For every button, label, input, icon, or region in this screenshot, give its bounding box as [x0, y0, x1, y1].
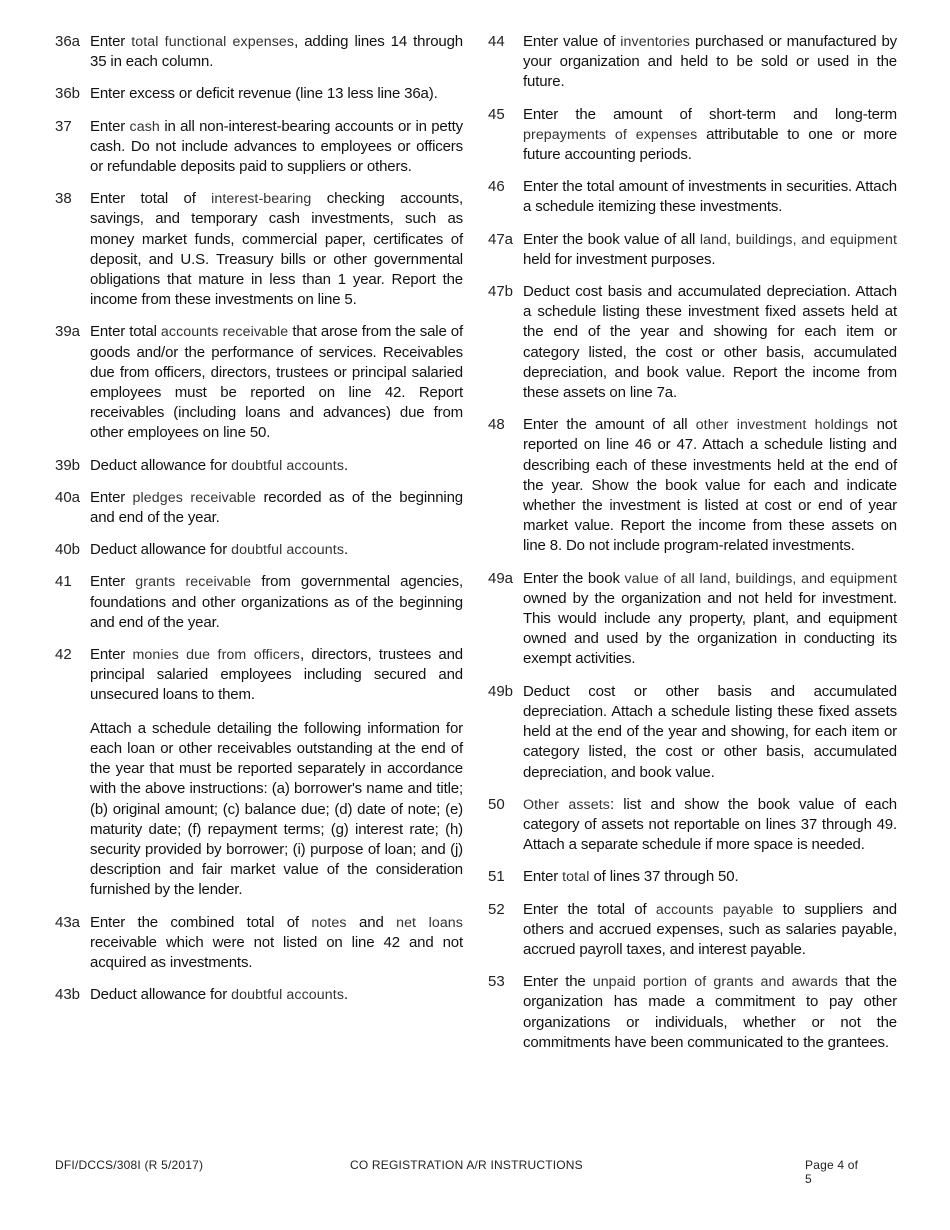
instruction-item [55, 322, 463, 443]
instruction-text: Enter total accounts receivable that arose from the sale of goods and/or the performance of services. Receivables due from officers, directors, trustees or principal salaried employees must be reported on line 42. Report receivables (including loans and advances) due from other employees on line 50. [90, 323, 463, 442]
instruction-item [55, 32, 463, 72]
instruction-text: Enter monies due from officers, directors, trustees and principal salaried employees including secured and unsecured loans to them. Attach a schedule detailing the following information for each loan or other receivables outstanding at the end of the year that must be reported separately in accordance with the above instructions: (a) borrower's name and title; (b) original amount; (c) balance due; (d) date of note; (e) maturity date; (f) repayment terms; (g) interest rate; (h) security provided by borrower; (i) purpose of loan; and (j) description and fair market value of the consideration furnished by the lender. [90, 645, 463, 900]
line-number: 37 [55, 117, 72, 135]
line-number: 46 [488, 178, 505, 196]
line-number: 41 [55, 573, 72, 591]
line-number: 47b [488, 283, 514, 301]
line-number: 36b [55, 85, 81, 103]
instruction-text: Enter total of interest-bearing checking accounts, savings, and temporary cash investments, such as money market funds, commercial paper, certificates of deposit, and U.S. Treasury bills or other governmental obligations that mature in less than 1 year. Report the income from these investments on line 5. [90, 190, 463, 309]
instruction-text: Enter excess or deficit revenue (line 13 less line 36a). [90, 85, 438, 103]
instruction-text: Enter pledges receivable recorded as of the beginning and end of the year. [90, 488, 463, 527]
term: total [562, 869, 590, 886]
instruction-item [55, 572, 463, 633]
line-number: 53 [488, 973, 505, 991]
instruction-item [488, 415, 897, 556]
line-number: 42 [55, 646, 72, 664]
line-number: 48 [488, 416, 505, 434]
term: Other assets [523, 796, 610, 813]
line-number: 36a [55, 33, 81, 50]
instruction-item [488, 867, 897, 887]
page-number: Page 4 of 5 [805, 1158, 859, 1186]
instruction-item [55, 117, 463, 178]
line-number: 49a [488, 569, 514, 587]
term: cash [129, 118, 160, 135]
instruction-item [55, 540, 463, 560]
term: grants receivable [135, 574, 252, 591]
instruction-text: Enter the amount of all other investment holdings not reported on line 46 or 47. Attach a schedule listing and describing each of these investments held at the end of the year. Show the book value for each and indicate whether the investment is listed at cost or end of year market value. Report the income from these assets on line 8. Do not include program-related investments. [523, 416, 897, 555]
term: notes [311, 914, 347, 931]
instruction-text: Enter the book value of all land, buildings, and equipment held for investment purposes. [523, 230, 897, 268]
form-id: DFI/DCCS/308I (R 5/2017) [55, 1158, 204, 1172]
instruction-text: Enter the book value of all land, buildings, and equipment owned by the organization and not held for investment. This would include any property, plant, and equipment owned and used by the organization in conducting its exempt activities. [523, 569, 898, 668]
instruction-text: Enter the combined total of notes and net loans receivable which were not listed on line 42 and not acquired as investments. [90, 913, 463, 971]
instruction-item [488, 569, 897, 670]
instruction-text: Enter the total of accounts payable to suppliers and others and accrued expenses, such as salaries payable, accrued payroll taxes, and interest payable. [523, 900, 897, 958]
term: total functional expenses [131, 34, 295, 50]
term: doubtful accounts [231, 542, 345, 559]
term: doubtful accounts [231, 457, 345, 474]
instruction-text: Deduct allowance for doubtful accounts. [90, 456, 349, 474]
instruction-item [488, 177, 897, 217]
line-number: 51 [488, 868, 505, 886]
term: other investment holdings [695, 417, 869, 434]
line-number: 40b [55, 541, 81, 559]
line-number: 38 [55, 190, 72, 208]
term: land, buildings, and equipment [699, 231, 897, 248]
instruction-text: Deduct allowance for doubtful accounts. [90, 541, 349, 559]
instruction-item [488, 32, 897, 93]
instruction-item [488, 282, 897, 403]
line-number: 39a [55, 323, 81, 341]
instruction-item [488, 230, 897, 270]
instruction-item [55, 645, 463, 900]
instruction-text: Deduct allowance for doubtful accounts. [90, 986, 349, 1004]
line-number: 50 [488, 795, 505, 813]
attach-schedule-note: Attach a schedule detailing the following information for each loan or other receivables outstanding at the end of the year that must be reported separately in accordance with the above instructions: (a) borrower's name and title; (b) original amount; (c) balance due; (d) date of note; (e) maturity date; (f) repayment terms; (g) interest rate; (h) security provided by borrower; (i) purpose of loan; and (j) description and fair market value of the consideration furnished by the lender. [90, 719, 463, 899]
instruction-item [488, 105, 897, 166]
term: prepayments of expenses [523, 126, 698, 143]
term: monies due from officers [132, 647, 300, 664]
line-number: 44 [488, 33, 505, 50]
instruction-text: Enter total functional expenses, adding lines 14 through 35 in each column. [90, 33, 463, 71]
line-number: 47a [488, 230, 514, 248]
instruction-item [488, 795, 897, 856]
instruction-text: Enter the total amount of investments in securities. Attach a schedule itemizing these investments. [523, 178, 897, 216]
line-number: 49b [488, 682, 514, 700]
line-number: 43b [55, 986, 81, 1004]
term: unpaid portion of grants and awards [592, 974, 838, 991]
instruction-text: Deduct cost or other basis and accumulated depreciation. Attach a schedule listing these fixed assets held at the end of the year and showing, for each item or category listed, the cost or other basis, accumulated depreciation, and book value. [523, 682, 897, 781]
line-number: 43a [55, 913, 81, 931]
instruction-text: Enter total of lines 37 through 50. [523, 868, 739, 886]
instruction-item [55, 84, 463, 104]
instruction-item [488, 682, 897, 783]
instruction-text: Deduct cost basis and accumulated depreciation. Attach a schedule listing these investment fixed assets held at the end of the year and showing for each item or category listed, the cost or other basis, accumulated depreciation, and book value. Report the income from these assets on line 7a. [523, 283, 897, 402]
line-number: 45 [488, 105, 505, 123]
instruction-item [488, 900, 897, 961]
term: pledges receivable [132, 489, 257, 506]
instruction-text: Enter the unpaid portion of grants and awards that the organization has made a commitment to pay other organizations or individuals, whether or not the commitments have been communicated to the grantees. [523, 973, 897, 1051]
instruction-item [55, 913, 463, 974]
term: net loans [396, 914, 463, 931]
instruction-text: Enter value of inventories purchased or manufactured by your organization and held to be sold or used in the future. [523, 33, 897, 91]
instruction-item [55, 985, 463, 1005]
term: accounts payable [655, 901, 774, 918]
instruction-item [55, 456, 463, 476]
right-column [488, 32, 897, 1065]
instruction-text: Enter the amount of short-term and long-term prepayments of expenses attributable to one or more future accounting periods. [523, 105, 898, 164]
term: accounts receivable [160, 324, 289, 341]
instruction-text: Enter grants receivable from governmental agencies, foundations and other organizations as of the beginning and end of the year. [90, 573, 463, 631]
term: inventories [620, 34, 690, 50]
term: value of all land, buildings, and equipment [624, 570, 898, 587]
term: interest-bearing [211, 191, 312, 208]
instruction-text: Other assets: list and show the book value of each category of assets not reportable on lines 37 through 49. Attach a separate schedule if more space is needed. [523, 795, 897, 854]
instruction-text: Enter cash in all non-interest-bearing accounts or in petty cash. Do not include advances to employees or officers or refundable deposits paid to suppliers or others. [90, 117, 464, 176]
instruction-item [488, 972, 897, 1053]
left-column [55, 32, 463, 1017]
term: doubtful accounts [231, 987, 345, 1004]
line-number: 40a [55, 488, 81, 506]
line-number: 52 [488, 900, 505, 918]
instruction-item [55, 189, 463, 310]
line-number: 39b [55, 456, 81, 474]
footer-title: CO REGISTRATION A/R INSTRUCTIONS [350, 1158, 583, 1172]
instruction-item [55, 488, 463, 528]
